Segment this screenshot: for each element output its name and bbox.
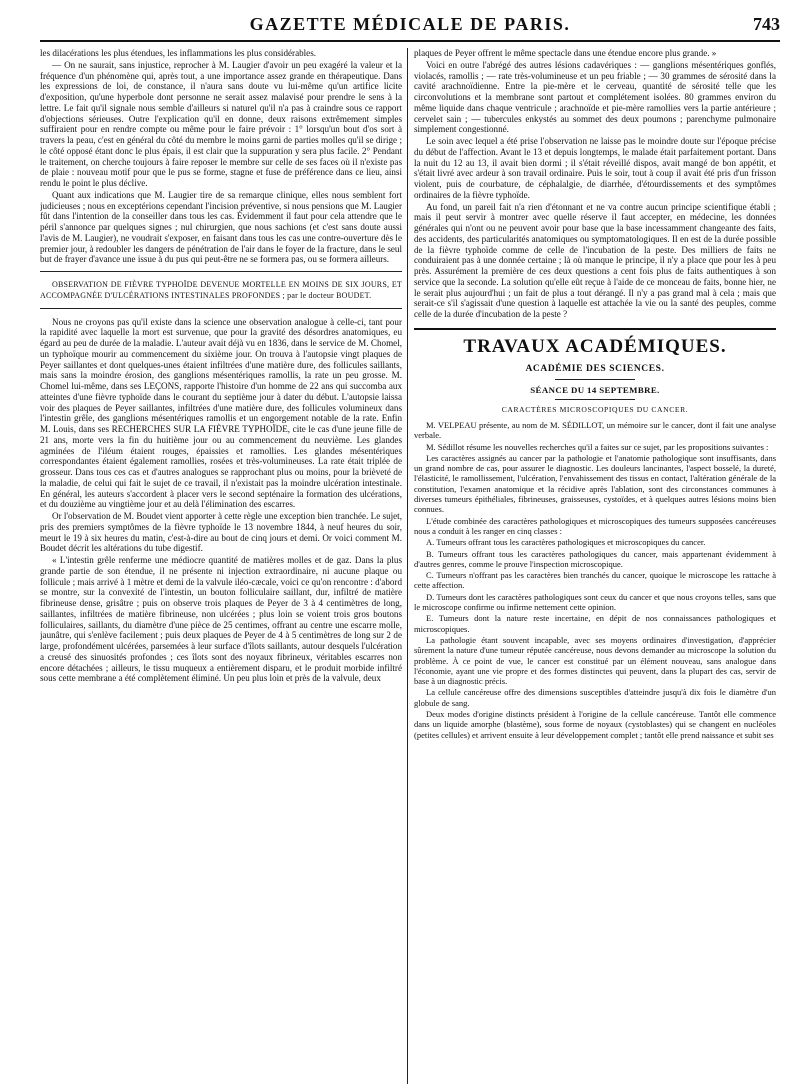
paragraph: B. Tumeurs offrant tous les caractères pathologiques du cancer, mais appartenant évidemment à d'autres genres, comme le prouve l'inspection microscopique. xyxy=(414,548,776,569)
paragraph: C. Tumeurs n'offrant pas les caractères bien tranchés du cancer, quoique le microscope les rattache à cette affection. xyxy=(414,570,776,591)
paragraph: M. VELPEAU présente, au nom de M. SÉDILLOT, un mémoire sur le cancer, dont il fait une analyse verbale. xyxy=(414,420,776,441)
paragraph: E. Tumeurs dont la nature reste incertaine, en dépit de nos connaissances pathologiques et microscopiques. xyxy=(414,613,776,634)
paragraph: Or l'observation de M. Boudet vient apporter à cette règle une exception bien tranchée. Le sujet, pris des premiers symptômes de la fièvre typhoïde le 13 novembre 1844, à neuf heures du soir, meurt le 19 à six heures du matin, c'est-à-dire au bout de cinq jours et demi. Or voici comment M. Boudet décrit les altérations du tube digestif. xyxy=(40,511,402,554)
short-rule xyxy=(555,399,635,400)
column-divider xyxy=(407,48,408,1084)
session-heading: SÉANCE DU 14 SEPTEMBRE. xyxy=(530,384,660,395)
separator-rule xyxy=(40,308,402,309)
paragraph: La cellule cancéreuse offre des dimensions susceptibles d'atteindre jusqu'à dix fois le diamètre d'un globule de sang. xyxy=(414,687,776,708)
paragraph: A. Tumeurs offrant tous les caractères pathologiques et microscopiques du cancer. xyxy=(426,537,706,548)
left-column xyxy=(40,48,402,1084)
paragraph: Le soin avec lequel a été prise l'observation ne laisse pas le moindre doute sur l'époque précise du début de l'affection. Avant le 13 et depuis longtemps, le malade était parfaitement portant. Dans la nuit du 12 au 13, il avait bien dormi ; il s'était réveillé dispos, avait mangé de bon appétit, et s'était livré avec ardeur à son travail ordinaire. Puis le soir, tout à coup il avait été pris d'un frisson violent, puis de courbature, de céphalalgie, de diarrhée, d'étourdissements et des symptômes ordinaires de la fièvre typhoïde. xyxy=(414,136,776,200)
observation-title: OBSERVATION DE FIÈVRE TYPHOÏDE DEVENUE MORTELLE EN MOINS DE SIX JOURS, ET ACCOMPAGNÉE D'ULCÉRATIONS INTESTINALES PROFONDES ; par le docteur BOUDET. xyxy=(40,280,402,300)
paragraph: Deux modes d'origine distincts président à l'origine de la cellule cancéreuse. Tantôt elle commence dans un liquide amorphe (blastème), sous forme de noyaux (cystoblastes) qui se changent en nucléoles (petites cellules) et arrivent ensuite à leur développement complet ; tantôt elle prend naissance et subit ses xyxy=(414,709,776,740)
paragraph: M. Sédillot résume les nouvelles recherches qu'il a faites sur ce sujet, par les propositions suivantes : xyxy=(426,441,769,452)
paragraph: Nous ne croyons pas qu'il existe dans la science une observation analogue à celle-ci, tant pour la rapidité avec laquelle la mort est survenue, que pour la gravité des désordres anatomiques, eu égard au peu de durée de la maladie. L'auteur avait déjà vu en 1836, dans le service de M. Chomel, un typhoïque mourir au commencement du sixième jour. On trouva à l'autopsie vingt plaques de Peyer saillantes et dont quelques-unes étaient infiltrées d'une matière dure, des follicules saillants, mais sans la moindre érosion, des ganglions mésentériques ramollis, la rate un peu grosse. M. Chomel lui-même, dans ses LEÇONS, rapporte l'histoire d'un homme de 22 ans qui succomba aux atteintes d'une fièvre typhoïde dans le courant du septième jour à dater du début. L'autopsie laissa voir des plaques de Peyer saillantes, infiltrées d'une matière dure, des follicules volumineux dans l'intestin grêle, des ganglions mésentériques ramollis et un engorgement notable de la rate. Enfin M. Louis, dans ses RECHERCHES SUR LA FIÈVRE TYPHOÏDE, cite le cas d'une jeune fille de 21 ans, morte vers la fin du huitième jour ou au commencement du neuvième. Les glandes agminées de l'iléum étaient rouges, épaissies et ramollies. Les glandes mésentériques correspondantes étaient également ramollies, rosées et très-volumineuses. La rate était triplée de grosseur. Dans tous ces cas et d'autres analogues se rapprochant plus ou moins, pour la brièveté de la maladie, de celui qui fait le sujet de ce travail, il n'existait pas la moindre ulcération intestinale. En général, les auteurs s'accordent à placer vers le second septénaire la formation des ulcérations, et du douzième au vingtième jour et au delà l'élimination des escarres. xyxy=(40,316,402,510)
page-number: 743 xyxy=(753,14,780,34)
paragraph: « L'intestin grêle renferme une médiocre quantité de matières molles et de gaz. Dans la plus grande partie de son étendue, il ne présente ni injection extraordinaire, ni aucune plaque ou follicule ; mais arrivé à 1 mètre et demi de la valvule iléo-cæcale, voici ce qu'on rencontre : d'abord se montre, sur la convexité de l'intestin, un bouton folliculaire saillant, dur, infiltré de matière fibrineuse dense, grisâtre ; puis on observe trois plaques de Peyer de 3 à 4 centimètres de long, saillantes, infiltrées de matière fibrineuse, non ulcérées ; plus loin se voient trois gros boutons folliculaires, saillants, du diamètre d'une pièce de 25 centimes, offrant au centre une escarre molle, jaunâtre, qui s'enlève facilement ; puis deux plaques de Peyer de 4 à 5 centimètres de long sur 2 de large, profondément ulcérées, parsemées à leur surface d'îlots saillants, autour desquels l'ulcération a creusé des sinuosités profondes ; ces îlots sont des noyaux fibrineux, véritables escarres non encore détachées ; ailleurs, le tissu muqueux a entièrement disparu, et le produit morbide infiltré sous cette membrane a été complètement éliminé. Un peu plus loin et près de la valvule, deux xyxy=(40,555,402,684)
journal-title: GAZETTE MÉDICALE DE PARIS. xyxy=(249,14,571,34)
right-column xyxy=(414,48,776,1088)
header-rule xyxy=(40,40,780,42)
paragraph: Les caractères assignés au cancer par la pathologie et l'anatomie pathologique sont insuffisants, dans un grand nombre de cas, pour assurer le diagnostic. Les douleurs lancinantes, l'aspect bosselé, la dureté, l'élasticité, le ramollissement, l'ulcération, l'envahissement des tissus en contact, l'altération générale de la constitution, l'examen anatomique et la récidive après l'ablation, sont des circonstances communes à diverses tumeurs épithéliales, fibrineuses, graisseuses, cystoïdes, et à quelques autres lésions moins bien connues. xyxy=(414,452,776,515)
academy-heading: ACADÉMIE DES SCIENCES. xyxy=(525,363,665,374)
paragraph: Voici en outre l'abrégé des autres lésions cadavériques : — ganglions mésentériques gonflés, violacés, ramollis ; — rate très-volumineuse et un peu friable ; — 30 grammes de sérosité dans la cavité arachnoïdienne. Entre la pie-mère et le cerveau, quantité de sérosité telle que les circonvolutions et la membrane sont partout et complétement isolées. 80 grammes environ du même liquide dans chaque ventricule ; arachnoïde et pie-mère ramollies vers la partie antérieure ; cervelet sain ; — tubercules enkystés au sommet des deux poumons ; parenchyme pulmonaire simplement congestionné. xyxy=(414,59,776,135)
academy-report xyxy=(414,420,776,740)
paragraph: Au fond, un pareil fait n'a rien d'étonnant et ne va contre aucun principe scientifique établi ; mais il peut servir à montrer avec quelle réserve il faut accepter, en médecine, les données générales qui n'ont ou ne peuvent avoir pour base que la base incessamment changeante des faits, des accidents, des particularités anatomiques ou symptomatologiques. Il en est de la durée possible de la fièvre typhoïde comme de celle de l'incubation de la peste. Des milliers de faits ne conduiraient pas à une donnée certaine ; là où manque le principe, il n'y a place que pour les à peu près. Assurément la première de ces deux questions a cent fois plus de faits authentiques à son service que la seconde. La solution qu'elle eût reçue à l'aide de ce monceau de faits, bonne hier, ne le serait plus aujourd'hui ; un fait de plus a tout dérangé. Il n'y a pas grand mal à cela ; mais que serait-ce s'il s'agissait d'une question à laquelle est attachée la vie ou la santé des peuples, comme celle de la durée d'incubation de la peste ? xyxy=(414,201,776,319)
paragraph: — On ne saurait, sans injustice, reprocher à M. Laugier d'avoir un peu exagéré la valeur et la fréquence d'un phénomène qui, après tout, a une importance assez grande en thérapeutique. Dans les expressions de loi, de constance, il n'aura sans doute vu lui-même qu'un artifice licite d'exposition, qu'une hyperbole dont personne ne serait assez malavisé pour prendre le sens à la lettre. Le fait qu'il signale nous semble d'ailleurs si naturel qu'il n'a pas à craindre sous ce rapport d'objections sérieuses. Outre l'explication qu'il en donne, deux raisons extrêmement simples suffiraient pour en rendre compte ou même pour le faire prévoir : 1° lorsqu'un bout d'os sort à travers la peau, c'est en général du côté du membre le moins garni de parties molles qu'il se dirige ; le côté opposé étant donc le plus épais, il est clair que la suppuration y sera plus facile. 2° Pendant le traitement, on cherche toujours à faire reposer le membre sur celle de ses faces où il n'existe pas de plaie : nouveau motif pour que le pus se forme, stagne et fuse de préférence dans ce lieu, ainsi rendu le point le plus déclive. xyxy=(40,59,402,188)
paragraph: plaques de Peyer offrent le même spectacle dans une étendue encore plus grande. » xyxy=(414,48,717,58)
paragraph: Quant aux indications que M. Laugier tire de sa remarque clinique, elles nous semblent fort judicieuses ; nous en exceptérions cependant l'incision préventive, si nous pensions que M. Laugier fût dans l'intention de la conseiller dans tous les cas. Évidemment il faut pour cela attendre que le péril s'annonce par quelques signes ; nul chirurgien, que nous sachions (et c'est sans doute aussi l'avis de M. Laugier), ne voudrait s'exposer, en faisant dans tous les cas une contre-ouverture dès le premier jour, à redoubler les dangers de pénétration de l'air dans le foyer de la fracture, dans le seul but de frayer d'avance une issue à du pus qui peut-être ne se formera pas, ou se formera ailleurs. xyxy=(40,189,402,265)
paragraph: les dilacérations les plus étendues, les inflammations les plus considérables. xyxy=(40,48,317,58)
paragraph: La pathologie étant souvent incapable, avec ses moyens ordinaires d'investigation, d'apprécier sûrement la nature d'une tumeur réputée cancéreuse, nous devons demander au microscope la solution du problème. À ce point de vue, le cancer est constitué par un élément nouveau, sans analogue dans l'économie, ayant une vie propre et des formes distinctes qui peuvent, dans la plupart des cas, servir de base à un diagnostic précis. xyxy=(414,634,776,687)
short-rule xyxy=(555,379,635,380)
section-heading: TRAVAUX ACADÉMIQUES. xyxy=(463,335,727,357)
paragraph: L'étude combinée des caractères pathologiques et microscopiques des tumeurs supposées cancéreuses nous a conduit à les ranger en cinq classes : xyxy=(414,515,776,536)
separator-rule xyxy=(40,271,402,272)
page-header xyxy=(40,14,780,40)
paragraph: D. Tumeurs dont les caractères pathologiques sont ceux du cancer et que nous croyons telles, sans que le microscope confirme ou infirme nettement cette opinion. xyxy=(414,591,776,613)
topic-heading: CARACTÈRES MICROSCOPIQUES DU CANCER. xyxy=(501,405,689,415)
section-rule xyxy=(414,328,776,330)
